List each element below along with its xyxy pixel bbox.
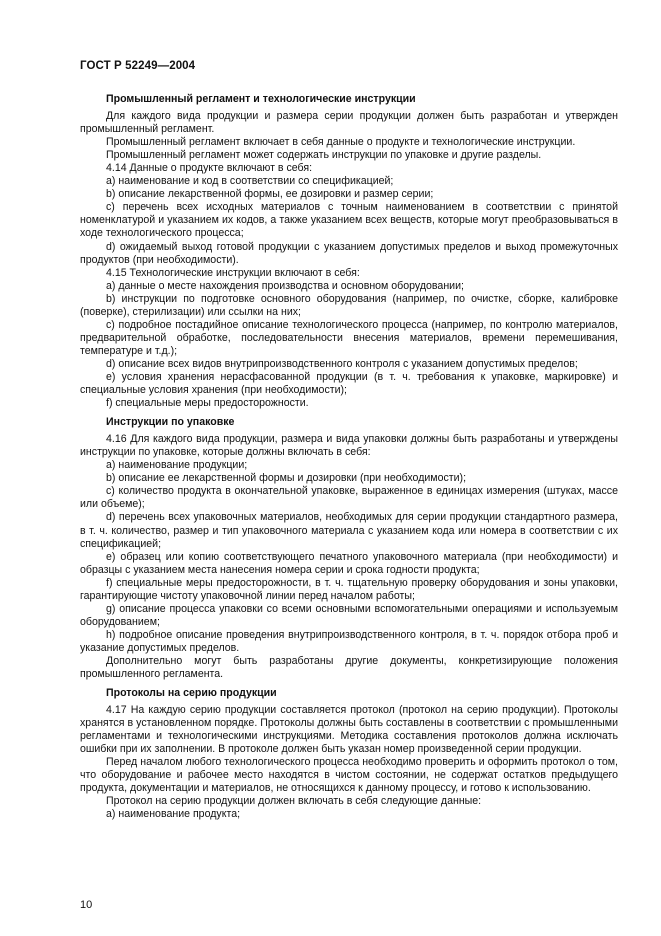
document-header: ГОСТ Р 52249—2004 xyxy=(80,60,196,72)
list-item: b) описание ее лекарственной формы и дозировки (при необходимости); xyxy=(106,472,467,485)
list-item: e) образец или копию соответствующего печатного упаковочного материала (при необходимости) и образцы с указанием места нанесения номера серии и срока годности продукта; xyxy=(80,550,618,576)
list-item: f) специальные меры предосторожности. xyxy=(106,397,309,410)
paragraph: Для каждого вида продукции и размера серии продукции должен быть разработан и утвержден промышленный регламент. xyxy=(80,110,618,136)
list-item: b) инструкции по подготовке основного оборудования (например, по очистке, сборке, калибровке (поверке), стерилизации) или ссылки на них; xyxy=(80,292,618,318)
document-body xyxy=(80,93,618,822)
section-heading: Протоколы на серию продукции xyxy=(106,687,277,700)
paragraph: 4.16 Для каждого вида продукции, размера и вида упаковки должны быть разработаны и утверждены инструкции по упаковке, которые должны включать в себя: xyxy=(80,433,618,459)
paragraph: Протокол на серию продукции должен включать в себя следующие данные: xyxy=(106,795,482,808)
list-item: d) перечень всех упаковочных материалов, необходимых для серии продукции стандартного размера, в т. ч. количество, размер и тип упаковочного материала с указанием кода или номера в соответствии с их спецификацией; xyxy=(80,511,618,550)
paragraph: 4.15 Технологические инструкции включают в себя: xyxy=(106,266,360,279)
list-item: a) наименование продукта; xyxy=(106,808,241,821)
list-item: g) описание процесса упаковки со всеми основными вспомогательными операциями и используемым оборудованием; xyxy=(80,602,618,628)
list-item: c) подробное постадийное описание технологического процесса (например, по контролю материалов, предварительной обработке, последовательности внесения материалов, времени перемешивания, температуре и т.д.); xyxy=(80,318,618,357)
list-item: a) наименование продукции; xyxy=(106,459,248,472)
list-item: c) перечень всех исходных материалов с точным наименованием в соответствии с принятой номенклатурой и указанием их кодов, а также указанием всех веществ, которые могут преобразовываться в ходе технологического процесса; xyxy=(80,201,618,240)
paragraph: 4.14 Данные о продукте включают в себя: xyxy=(106,162,313,175)
list-item: f) специальные меры предосторожности, в т. ч. тщательную проверку оборудования и зоны упаковки, гарантирующие чистоту упаковочной линии перед началом работы; xyxy=(80,576,618,602)
section-heading: Промышленный регламент и технологические инструкции xyxy=(106,93,416,105)
paragraph: Промышленный регламент включает в себя данные о продукте и технологические инструкции. xyxy=(106,136,576,149)
list-item: a) наименование и код в соответствии со спецификацией; xyxy=(106,175,394,188)
paragraph: Перед началом любого технологического процесса необходимо проверить и оформить протокол о том, что оборудование и рабочее место находятся в чистом состоянии, не содержат остатков предыдущего продукта, документации и материалов, не относящихся к данному процессу, и готово к использованию. xyxy=(80,756,618,795)
list-item: b) описание лекарственной формы, ее дозировки и размер серии; xyxy=(106,188,434,201)
list-item: h) подробное описание проведения внутрипроизводственного контроля, в т. ч. порядок отбора проб и указание допустимых пределов. xyxy=(80,628,618,654)
list-item: a) данные о месте нахождения производства и основном оборудовании; xyxy=(106,279,464,292)
paragraph: 4.17 На каждую серию продукции составляется протокол (протокол на серию продукции). Протоколы хранятся в установленном порядке. Протоколы должны быть составлены в соответствии с промышленными регламентами и технологическими инструкциями. Методика составления протоколов должна исключать ошибки при их заполнении. В протоколе должен быть указан номер произведенной серии продукции. xyxy=(80,704,618,756)
paragraph: Промышленный регламент может содержать инструкции по упаковке и другие разделы. xyxy=(106,149,542,162)
list-item: e) условия хранения нерасфасованной продукции (в т. ч. требования к упаковке, маркировке) и специальные условия хранения (при необходимости); xyxy=(80,370,618,397)
paragraph: Дополнительно могут быть разработаны другие документы, конкретизирующие положения промышленного регламента. xyxy=(80,654,618,681)
list-item: d) ожидаемый выход готовой продукции с указанием допустимых пределов и выход промежуточных продуктов (при необходимости). xyxy=(80,240,618,266)
list-item: c) количество продукта в окончательной упаковке, выраженное в единицах измерения (штуках, массе или объеме); xyxy=(80,485,618,511)
list-item: d) описание всех видов внутрипроизводственного контроля с указанием допустимых пределов; xyxy=(106,357,578,370)
page-number: 10 xyxy=(80,899,93,911)
section-heading: Инструкции по упаковке xyxy=(106,416,235,429)
